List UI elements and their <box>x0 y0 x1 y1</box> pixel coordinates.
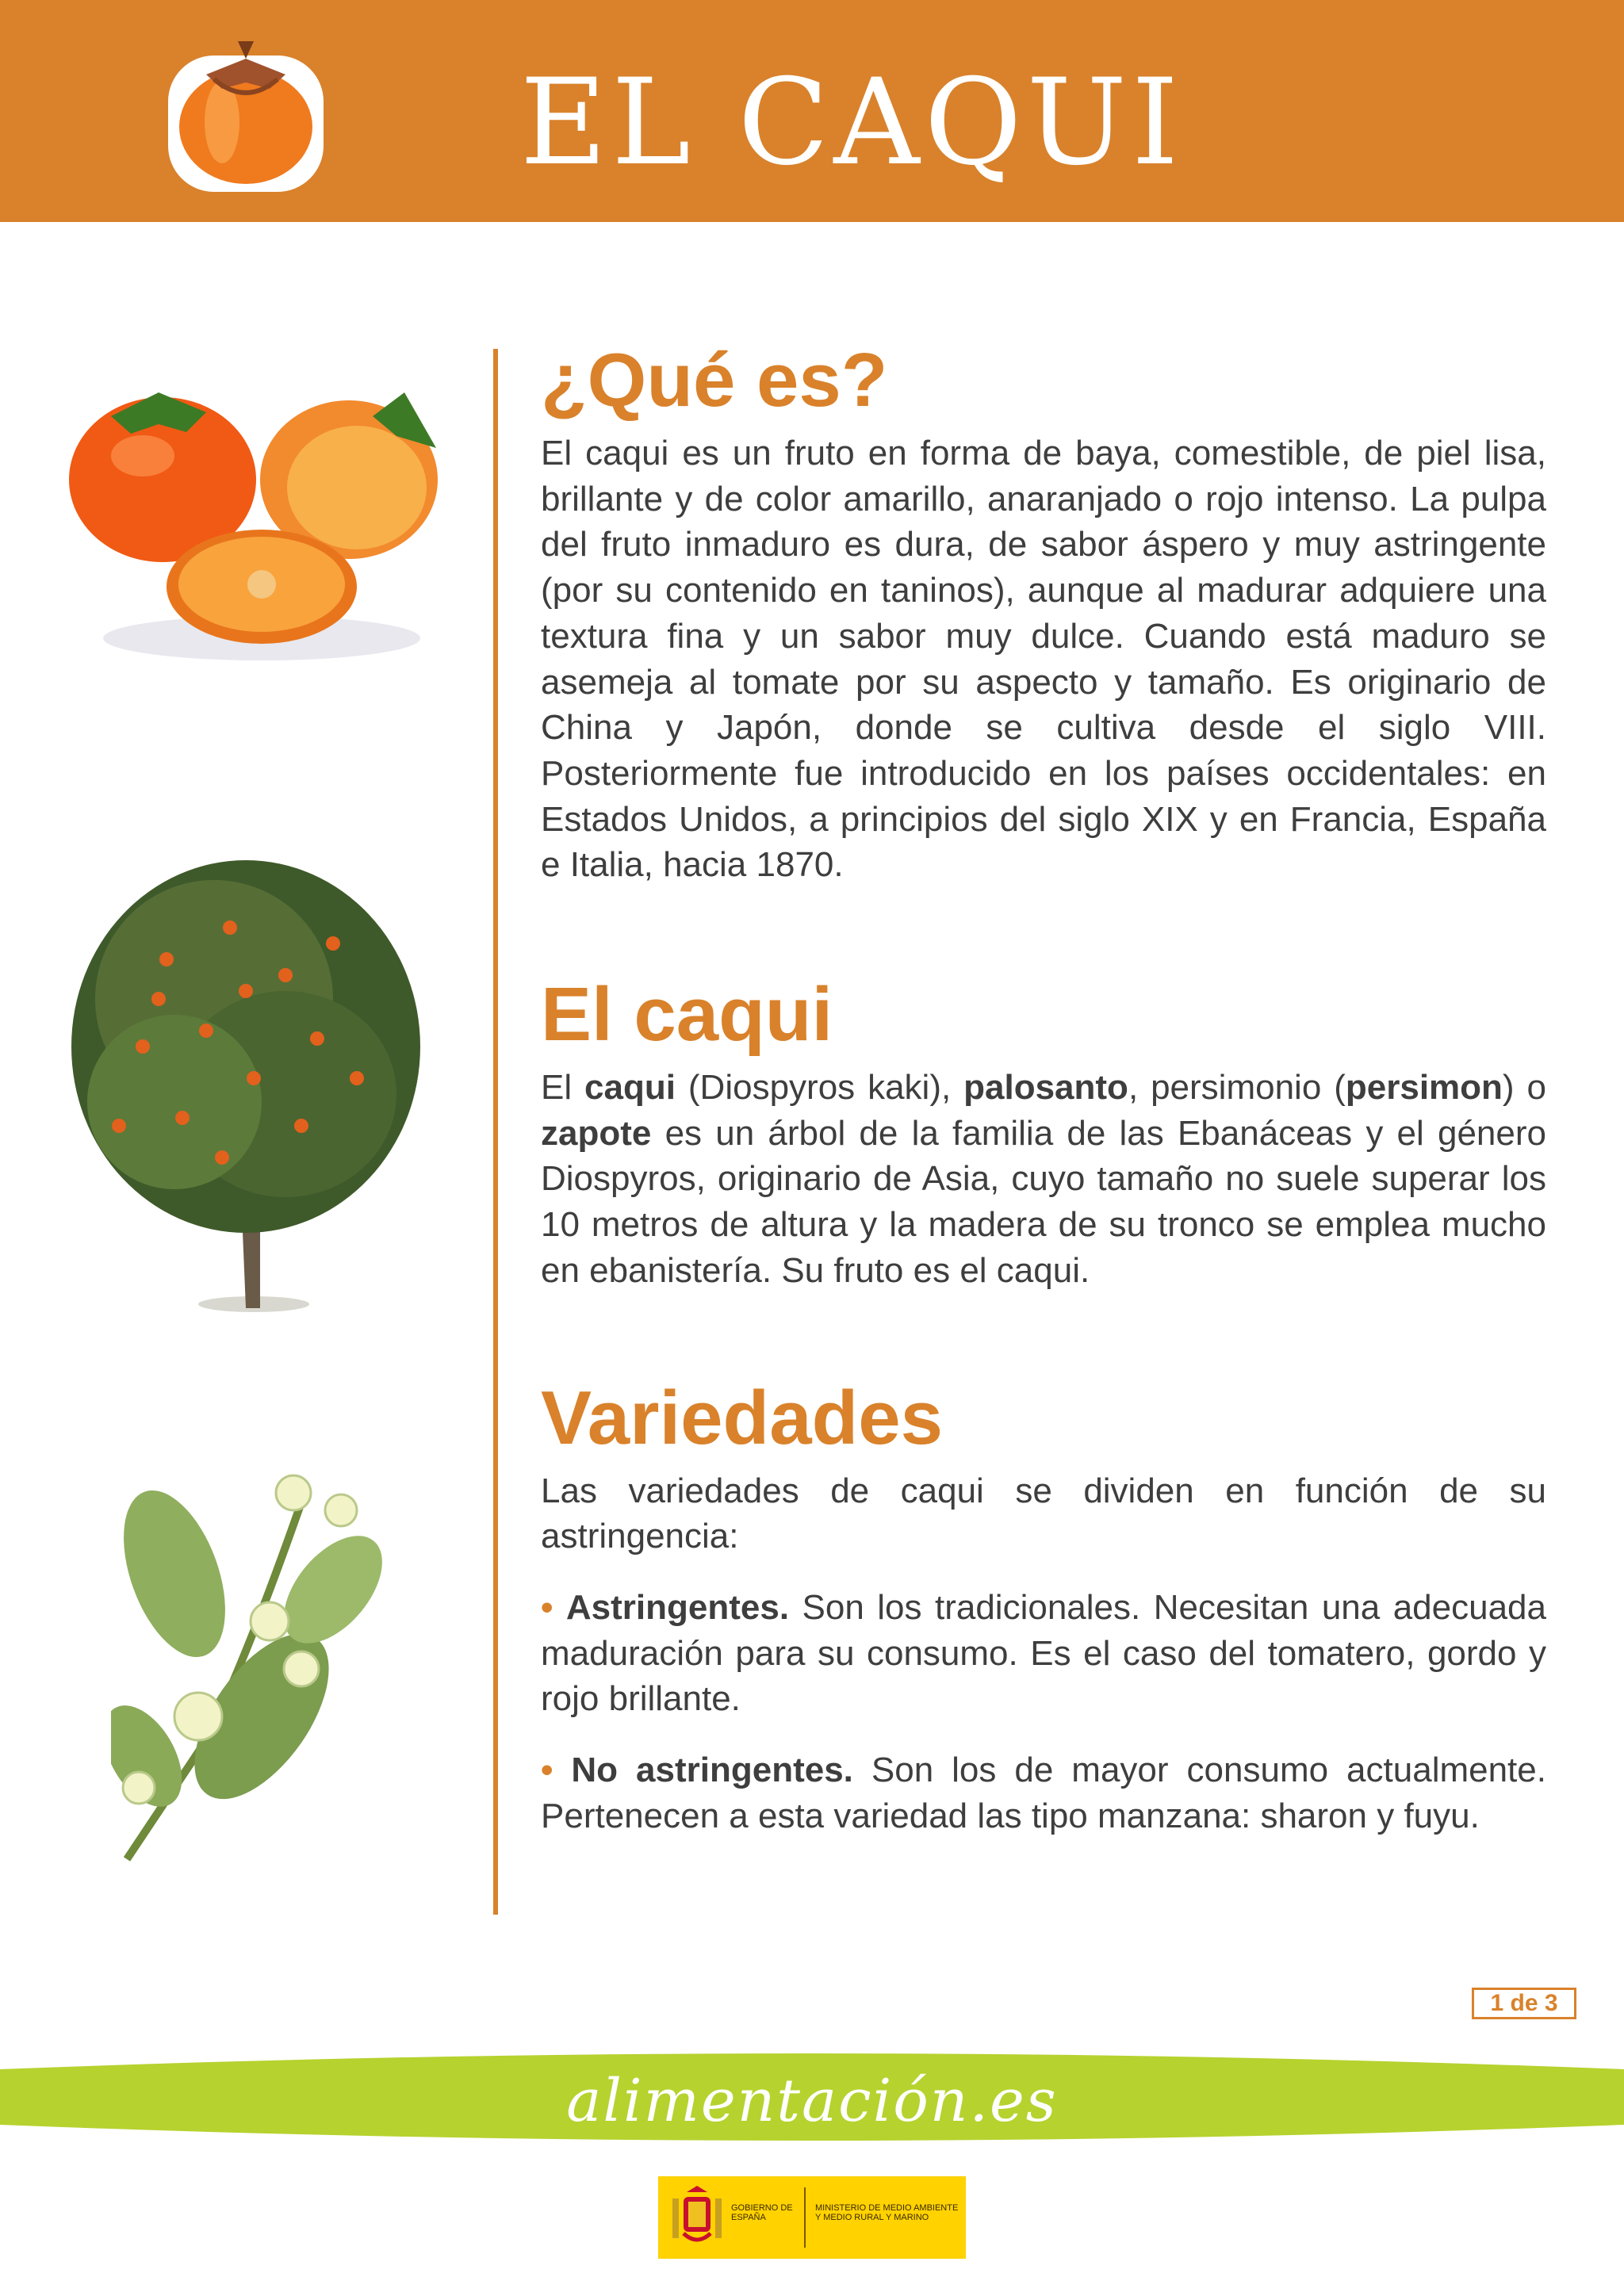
text-run: Son los tradicionales. Necesitan una adecuada maduración para su consumo. Es el caso del tomatero, gordo y rojo brillante. <box>541 1587 1546 1719</box>
persimmon-fruit-icon <box>56 361 452 670</box>
vertical-divider <box>493 349 498 1915</box>
section-que-es <box>541 337 1546 888</box>
bold-term: caqui <box>584 1068 676 1108</box>
section-paragraph: El caqui es un fruto en forma de baya, comestible, de piel lisa, brillante y de color amarillo, anaranjado o rojo intenso. La pulpa del fruto inmaduro es dura, de sabor áspero y muy astringente (por su contenido en taninos), aunque al madurar adquiere una textura fina y un sabor muy dulce. Cuando está maduro se asemeja al tomate por su aspecto y tamaño. Es originario de China y Japón, donde se cultiva desde el siglo VIII. Posteriormente fue introducido en los países occidentales: en Estados Unidos, a principios del siglo XIX y en Francia, España e Italia, hacia 1870. <box>541 434 1546 885</box>
main-content <box>541 337 1546 1839</box>
page-indicator: 1 de 3 <box>1472 1988 1576 2019</box>
section-intro: Las variedades de caqui se dividen en función de su astringencia: <box>541 1471 1546 1556</box>
bold-term: No astringentes. <box>571 1751 853 1790</box>
list-item <box>541 1585 1546 1722</box>
gov-separator <box>804 2187 806 2248</box>
coat-of-arms-icon <box>669 2184 725 2251</box>
text-run: El <box>541 1068 585 1108</box>
page-title: EL CAQUI <box>519 54 1184 192</box>
section-el-caqui <box>541 971 1546 1294</box>
government-logo <box>658 2176 966 2259</box>
list-item <box>541 1747 1546 1839</box>
text-run: (Diospyros kaki), <box>675 1068 964 1108</box>
bullet-icon: • <box>541 1751 553 1790</box>
gov-label: GOBIERNO DE ESPAÑA <box>731 2203 793 2222</box>
bold-term: persimon <box>1345 1068 1503 1108</box>
bold-term: zapote <box>541 1113 652 1153</box>
text-run: es un árbol de la familia de las Ebanáceas y el género Diospyros, originario de Asia, cuyo tamaño no suele superar los 10 metros de altura y la madera de su tronco se emplea mucho en ebanistería. Su fruto es el caqui. <box>541 1113 1546 1290</box>
section-variedades <box>541 1375 1546 1839</box>
section-title: El caqui <box>541 972 833 1058</box>
section-paragraph <box>541 1065 1546 1294</box>
bold-term: Astringentes. <box>565 1587 790 1627</box>
ministry-label: MINISTERIO DE MEDIO AMBIENTE Y MEDIO RURAL Y MARINO <box>815 2203 959 2222</box>
persimmon-tree-icon <box>48 840 444 1324</box>
site-name[interactable]: alimentación.es <box>566 2067 1058 2135</box>
text-run: , persimonio ( <box>1128 1068 1346 1108</box>
persimmon-flower-branch-icon <box>111 1455 396 1867</box>
header-banner <box>0 0 1624 222</box>
section-title: ¿Qué es? <box>541 338 888 423</box>
bullet-icon: • <box>541 1587 553 1627</box>
text-run: Son los de mayor consumo actualmente. Pertenecen a esta variedad las tipo manzana: sharon y fuyu. <box>541 1751 1546 1835</box>
bold-term: palosanto <box>963 1068 1128 1108</box>
section-title: Variedades <box>541 1375 943 1460</box>
text-run: ) o <box>1502 1068 1546 1108</box>
